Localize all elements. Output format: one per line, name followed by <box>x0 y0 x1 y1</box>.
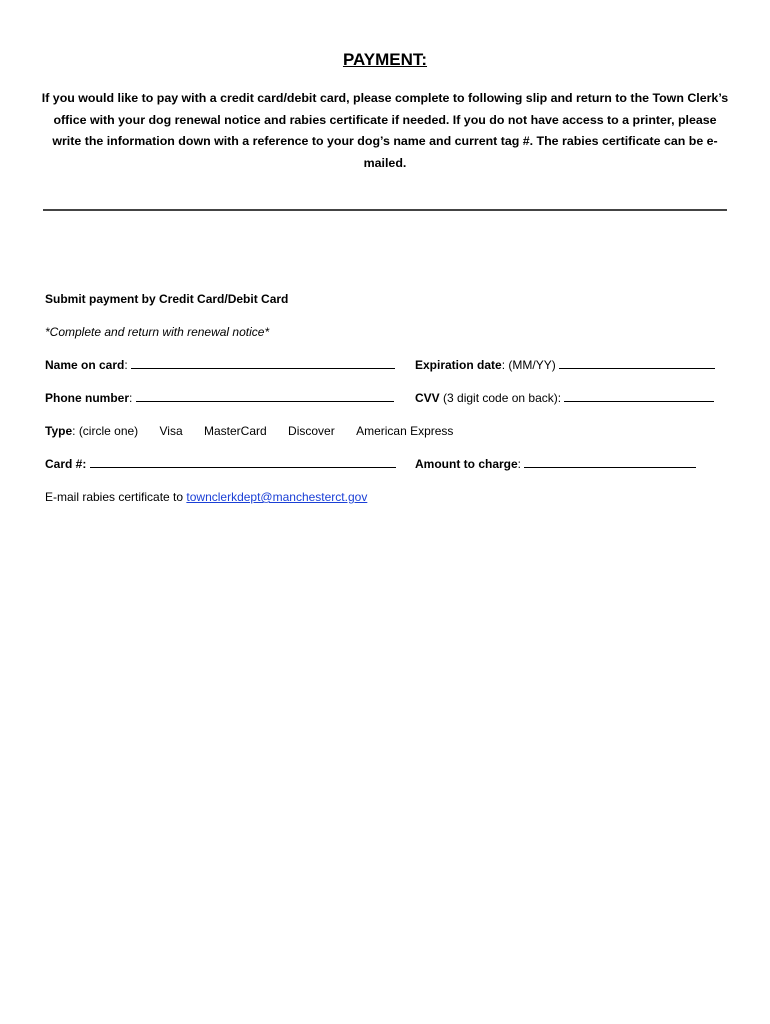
card-type-label: Type <box>45 424 73 438</box>
name-on-card-field[interactable] <box>131 357 395 369</box>
instruction-text: *Complete and return with renewal notice* <box>45 325 270 339</box>
cvv-label: CVV <box>415 391 440 405</box>
email-row <box>45 489 367 505</box>
card-number-row <box>45 456 396 472</box>
phone-label: Phone number <box>45 391 130 405</box>
card-type-option-visa[interactable]: Visa <box>159 424 183 438</box>
card-type-option-mastercard[interactable]: MasterCard <box>204 424 267 438</box>
expiration-hint: (MM/YY) <box>508 358 556 372</box>
amount-label: Amount to charge <box>415 457 518 471</box>
amount-field[interactable] <box>524 456 696 468</box>
card-type-row <box>45 423 453 439</box>
expiration-label: Expiration date <box>415 358 502 372</box>
card-type-hint: (circle one) <box>78 424 139 438</box>
card-type-option-discover[interactable]: Discover <box>288 424 335 438</box>
cvv-hint: (3 digit code on back): <box>443 391 562 405</box>
cvv-field[interactable] <box>564 390 714 402</box>
amount-row <box>415 456 696 472</box>
intro-paragraph: If you would like to pay with a credit card/debit card, please complete to following slip and return to the Town Clerk’s office with your dog renewal notice and rabies certificate if needed. If you do not have access to a printer, please write the information down with a reference to your dog’s name and current tag #. The rabies certificate can be e-mailed. <box>41 91 729 170</box>
colon: : <box>517 457 522 471</box>
section-title: Submit payment by Credit Card/Debit Card <box>45 292 289 306</box>
name-on-card-row <box>45 357 395 373</box>
phone-row <box>45 390 394 406</box>
colon: : <box>129 391 133 405</box>
email-link[interactable]: townclerkdept@manchesterct.gov <box>186 490 368 504</box>
page-title: PAYMENT: <box>342 50 428 69</box>
colon: : <box>501 358 506 372</box>
email-text: E-mail rabies certificate to <box>45 490 184 504</box>
expiration-field[interactable] <box>559 357 715 369</box>
colon: : <box>72 424 76 438</box>
phone-field[interactable] <box>136 390 394 402</box>
card-number-field[interactable] <box>90 456 396 468</box>
name-on-card-label: Name on card <box>45 358 125 372</box>
expiration-row <box>415 357 715 373</box>
cvv-row <box>415 390 714 406</box>
card-type-option-amex[interactable]: American Express <box>356 424 454 438</box>
colon: : <box>124 358 128 372</box>
card-number-label: Card #: <box>45 457 87 471</box>
divider <box>43 209 727 211</box>
